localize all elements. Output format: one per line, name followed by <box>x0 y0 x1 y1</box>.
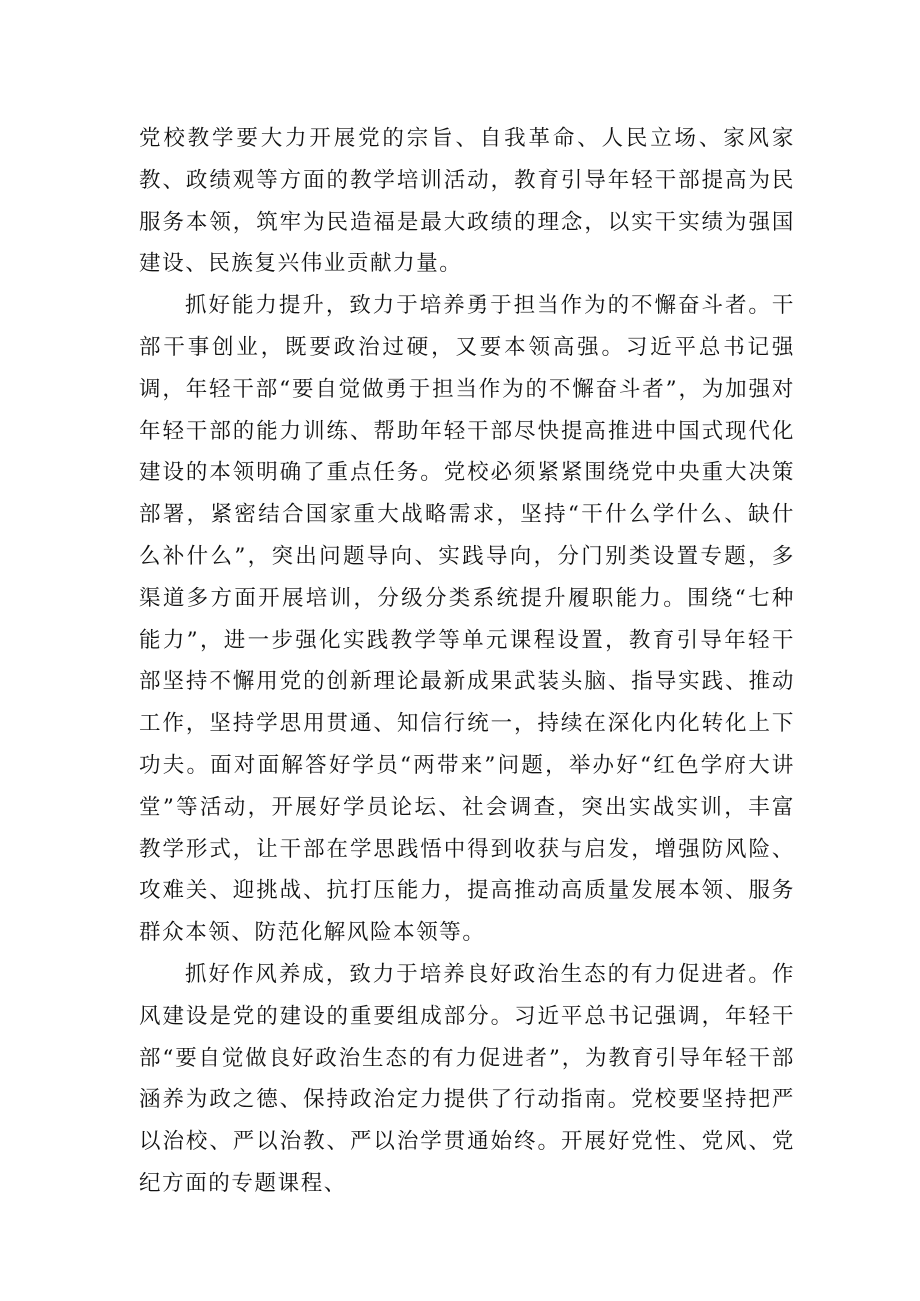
text-line: 本领、防范化解风险本领等。 <box>185 920 486 946</box>
text-line: 党校教学要大力开展党的宗旨、自我革命、人民立场、家风家教、政 <box>139 126 795 193</box>
text-line: 设是党的建设的重要组成部分。习近平总书记强调，年轻干部“要自 <box>139 1003 796 1071</box>
text-line: 力训练、帮助年轻干部尽快提高推进中国式现代化建设的本领明确了 <box>139 418 796 486</box>
paragraph-1 <box>139 118 795 285</box>
text-line: 事创业，既要政治过硬，又要本领高强。习近平总书记强调，年轻干 <box>139 334 795 402</box>
text-line: 伟业贡献力量。 <box>300 251 463 277</box>
text-line: 教、严以治学贯通始终。开展好党性、党风、党纪方面的专题课程、 <box>139 1129 796 1196</box>
text-line: 部“要自觉做勇于担当作为的不懈奋斗者”，为加强对年轻干部的能 <box>139 376 795 444</box>
text-line: 统提升履职能力。围绕“七种能力”，进一步强化实践教学等单元课 <box>139 585 795 653</box>
paragraph-2 <box>139 285 795 954</box>
paragraph-3 <box>139 954 795 1205</box>
text-line: 抓好作风养成，致力于培养良好政治生态的有力促进者。作风建 <box>139 961 795 1029</box>
text-line: 重点任务。党校必须紧紧围绕党中央重大决策部署，紧密结合国家重 <box>139 460 795 528</box>
text-line: 攻难关、迎挑战、抗打压能力，提高推动高质量发展本领、服务群众 <box>139 878 795 946</box>
text-line: 抓好能力提升，致力于培养勇于担当作为的不懈奋斗者。干部干 <box>139 293 795 360</box>
text-line: 丰富教学形式，让干部在学思践悟中得到收获与启发，增强防风险、 <box>139 794 795 862</box>
text-line: 绩观等方面的教学培训活动，教育引导年轻干部提高为民服务本领， <box>139 167 795 235</box>
text-line: 实践导向，分门别类设置专题，多渠道多方面开展培训，分级分类系 <box>139 543 795 611</box>
text-line: 脑、指导实践、推动工作，坚持学思用贯通、知信行统一，持续在深 <box>139 669 795 737</box>
document-body <box>139 118 795 1205</box>
text-line: 色学府大讲堂”等活动，开展好学员论坛、社会调查，突出实战实训， <box>139 752 795 820</box>
text-line: 筑牢为民造福是最大政绩的理念，以实干实绩为强国建设、民族复兴 <box>139 209 795 277</box>
text-line: 程设置，教育引导年轻干部坚持不懈用党的创新理论最新成果武装头 <box>139 627 795 695</box>
text-line: 觉做良好政治生态的有力促进者”，为教育引导年轻干部涵养为政之 <box>139 1045 795 1113</box>
text-line: 德、保持政治定力提供了行动指南。党校要坚持把严以治校、严以治 <box>139 1087 795 1155</box>
text-line: 化内化转化上下功夫。面对面解答好学员“两带来”问题，举办好“红 <box>139 711 795 778</box>
text-line: 大战略需求，坚持“干什么学什么、缺什么补什么”，突出问题导向、 <box>139 502 795 569</box>
